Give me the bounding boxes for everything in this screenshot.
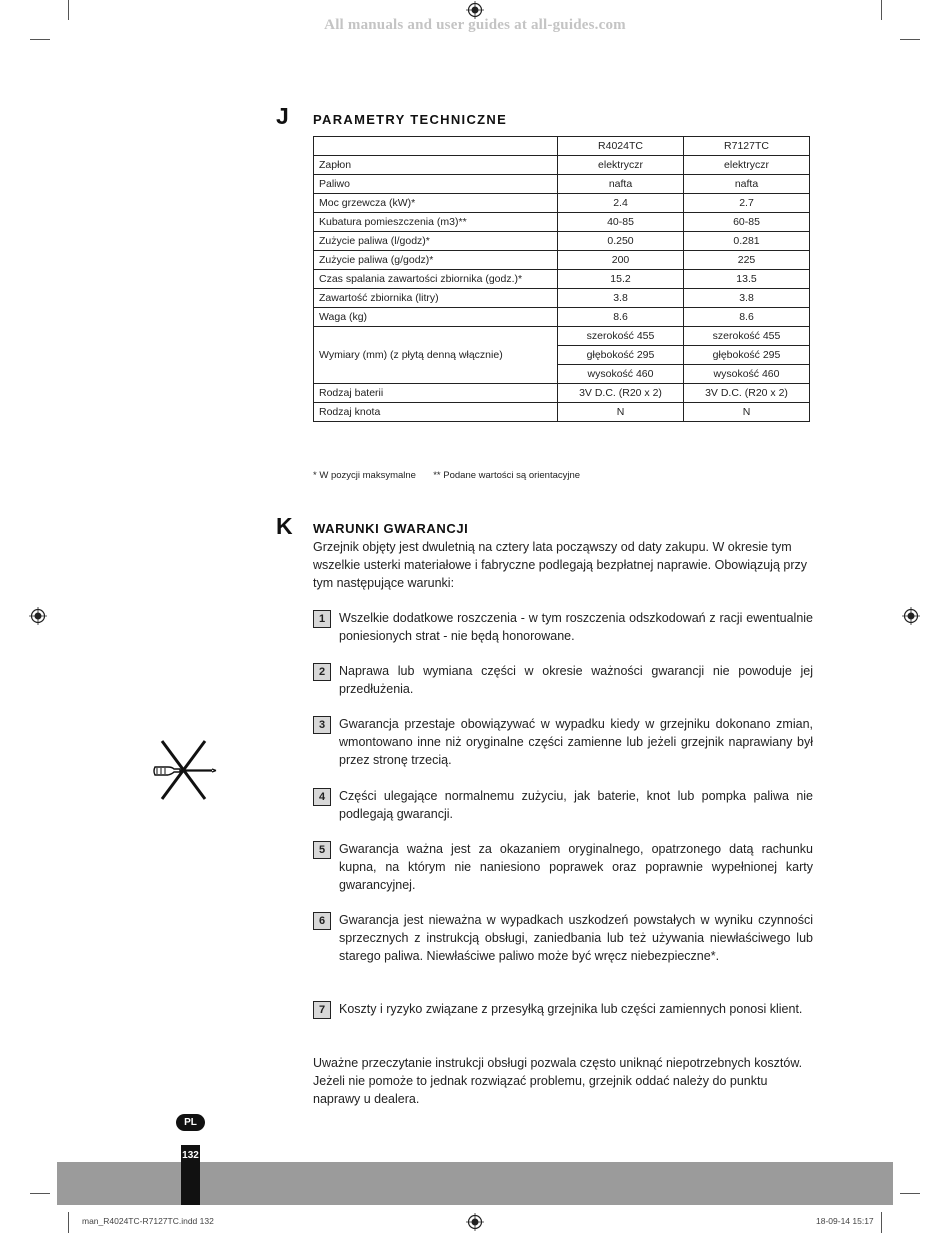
table-row (314, 156, 810, 175)
cell-value: 2.4 (558, 194, 684, 213)
cell-value: 3.8 (684, 289, 810, 308)
crop-mark (900, 1193, 920, 1194)
table-header-cell: R4024TC (558, 137, 684, 156)
table-row (314, 194, 810, 213)
section-letter-k: K (276, 513, 293, 539)
section-letter-j: J (276, 103, 289, 129)
cell-value: 13.5 (684, 270, 810, 289)
row-label: Zawartość zbiornika (litry) (314, 289, 558, 308)
row-label: Paliwo (314, 175, 558, 194)
item-text: Naprawa lub wymiana części w okresie ważności gwarancji nie powoduje jej przedłużenia. (339, 664, 813, 696)
row-label: Rodzaj knota (314, 403, 558, 422)
table-row (314, 213, 810, 232)
crop-mark (68, 1212, 69, 1233)
table-row-dimensions (314, 327, 810, 346)
cell-value: szerokość 455 (684, 327, 810, 346)
cell-value: 200 (558, 251, 684, 270)
file-slug: man_R4024TC-R7127TC.indd 132 (82, 1216, 214, 1226)
cell-value: N (684, 403, 810, 422)
registration-mark-icon (29, 607, 47, 625)
cell-value: elektryczr (684, 156, 810, 175)
table-row (314, 232, 810, 251)
watermark: All manuals and user guides at all-guides.com (324, 17, 626, 33)
row-label: Czas spalania zawartości zbiornika (godz.)* (314, 270, 558, 289)
cell-value: szerokość 455 (558, 327, 684, 346)
table-row (314, 403, 810, 422)
item-number-box: 5 (313, 841, 331, 859)
crop-mark (30, 1193, 50, 1194)
registration-mark-icon (902, 607, 920, 625)
cell-value: N (558, 403, 684, 422)
item-text: Koszty i ryzyko związane z przesyłką grzejnika lub części zamiennych ponosi klient. (339, 1002, 803, 1016)
crop-mark (900, 39, 920, 40)
row-label: Zapłon (314, 156, 558, 175)
section-title-specs: PARAMETRY TECHNICZNE (313, 112, 508, 127)
footnotes (313, 470, 580, 481)
section-title-warranty: WARUNKI GWARANCJI (313, 521, 469, 536)
table-header-row (314, 137, 810, 156)
registration-mark-icon (466, 1213, 484, 1231)
item-number-box: 4 (313, 788, 331, 806)
crop-mark (881, 1212, 882, 1233)
crop-mark (881, 0, 882, 20)
table-row (314, 384, 810, 403)
cell-value: 3.8 (558, 289, 684, 308)
item-number-box: 3 (313, 716, 331, 734)
item-number-box: 6 (313, 912, 331, 930)
language-badge: PL (176, 1114, 205, 1131)
footnote-max: * W pozycji maksymalne (313, 470, 416, 481)
row-label: Waga (kg) (314, 308, 558, 327)
crop-mark (30, 39, 50, 40)
cell-value: wysokość 460 (684, 365, 810, 384)
table-row (314, 175, 810, 194)
table-header-cell: R7127TC (684, 137, 810, 156)
row-label: Rodzaj baterii (314, 384, 558, 403)
cell-value: 0.250 (558, 232, 684, 251)
item-text: Części ulegające normalnemu zużyciu, jak baterie, knot lub pompka paliwa nie podlegają gwarancji. (339, 789, 813, 821)
cell-value: 60-85 (684, 213, 810, 232)
row-label: Kubatura pomieszczenia (m3)** (314, 213, 558, 232)
cell-value: 3V D.C. (R20 x 2) (684, 384, 810, 403)
item-text: Gwarancja jest nieważna w wypadkach uszkodzeń powstałych w wyniku czynności sprzecznych z instrukcją obsługi, zaniedbania lub też używania niewłaściwego lub starego paliwa. Niewłaściwe paliwo może być wręcz niebezpieczne*. (339, 913, 813, 963)
table-header-cell (314, 137, 558, 156)
row-label: Wymiary (mm) (z płytą denną włącznie) (314, 327, 558, 384)
date-slug: 18-09-14 15:17 (816, 1216, 874, 1226)
table-row (314, 251, 810, 270)
crop-mark (68, 0, 69, 20)
footnote-approx: ** Podane wartości są orientacyjne (433, 470, 581, 481)
table-row (314, 308, 810, 327)
item-text: Gwarancja przestaje obowiązywać w wypadku kiedy w grzejniku dokonano zmian, wmontowano inne niż oryginalne części zamienne lub jeżeli grzejnik naprawiany był przez stronę trzecią. (339, 717, 813, 767)
spec-table (313, 136, 810, 422)
cell-value: 8.6 (558, 308, 684, 327)
item-text: Gwarancja ważna jest za okazaniem oryginalnego, opatrzonego datą rachunku kupna, na którym nie naniesiono poprawek oraz poprawnie wypełnionej karty gwarancyjnej. (339, 842, 813, 892)
cell-value: 0.281 (684, 232, 810, 251)
cell-value: 3V D.C. (R20 x 2) (558, 384, 684, 403)
item-number-box: 7 (313, 1001, 331, 1019)
cell-value: 8.6 (684, 308, 810, 327)
table-row (314, 289, 810, 308)
cell-value: nafta (558, 175, 684, 194)
item-number-box: 2 (313, 663, 331, 681)
registration-mark-icon (466, 1, 484, 19)
cell-value: nafta (684, 175, 810, 194)
row-label: Moc grzewcza (kW)* (314, 194, 558, 213)
table-row (314, 270, 810, 289)
cell-value: 2.7 (684, 194, 810, 213)
item-number-box: 1 (313, 610, 331, 628)
cell-value: 15.2 (558, 270, 684, 289)
cell-value: 40-85 (558, 213, 684, 232)
cell-value: elektryczr (558, 156, 684, 175)
cell-value: głębokość 295 (558, 346, 684, 365)
no-screwdriver-icon (150, 738, 220, 802)
cell-value: głębokość 295 (684, 346, 810, 365)
cell-value: 225 (684, 251, 810, 270)
warranty-closing: Uważne przeczytanie instrukcji obsługi pozwala często uniknąć niepotrzebnych kosztów. Jeżeli nie pomoże to jednak rozwiązać problemu, grzejnik oddać należy do punktu naprawy u dealera. (313, 1056, 803, 1106)
item-text: Wszelkie dodatkowe roszczenia - w tym roszczenia odszkodowań z racji ewentualnie poniesionych strat - nie będą honorowane. (339, 611, 813, 643)
cell-value: wysokość 460 (558, 365, 684, 384)
warranty-intro: Grzejnik objęty jest dwuletnią na cztery lata począwszy od daty zakupu. W okresie tym wszelkie usterki materiałowe i fabryczne podlegają bezpłatnej naprawie. Obowiązują przy tym następujące warunki: (313, 540, 808, 590)
page-number: 132 (182, 1150, 199, 1161)
row-label: Zużycie paliwa (l/godz)* (314, 232, 558, 251)
row-label: Zużycie paliwa (g/godz)* (314, 251, 558, 270)
